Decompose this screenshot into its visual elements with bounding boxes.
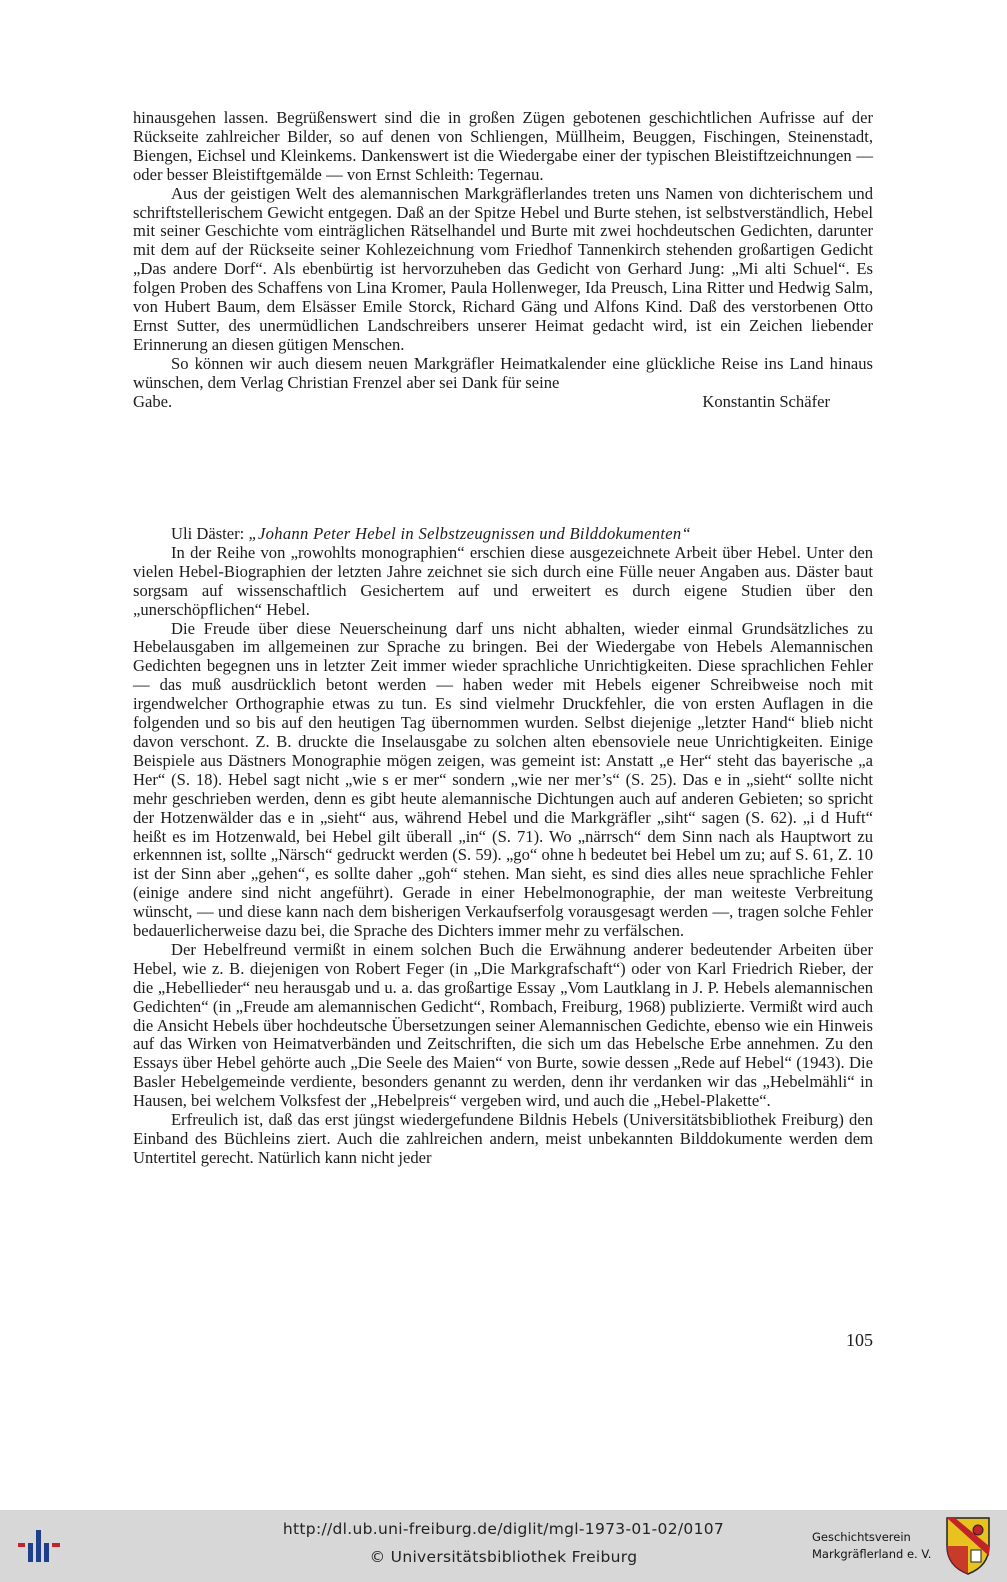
viewer-footer	[0, 1510, 1007, 1582]
closing-text: So können wir auch diesem neuen Markgräfler Heimatkalender eine glückliche Reise ins Land hinaus wünschen, dem Verlag Christian Frenzel aber sei Dank für seine	[133, 353, 873, 392]
review-section-1	[133, 109, 873, 412]
society-name	[812, 1529, 931, 1563]
paragraph: hinausgehen lassen. Begrüßenswert sind die in großen Zügen gebotenen geschichtlichen Aufrisse auf der Rückseite zahlreicher Bilder, so auf denen von Schliengen, Müllheim, Beuggen, Fischingen, Steinenstadt, Biengen, Eichsel und Kleinkems. Dankenswert ist die Wiedergabe einer der typischen Bleistiftzeichnungen — oder besser Bleistiftgemälde — von Ernst Schleith: Tegernau.	[133, 108, 873, 184]
paragraph: Aus der geistigen Welt des alemannischen Markgräflerlandes treten uns Namen von dichterischem und schriftstellerischem Gewicht entgegen. Daß an der Spitze Hebel und Burte stehen, ist selbstverständlich, Hebel mit seiner Geschichte vom einträglichen Rätselhandel und Burte mit zwei hochdeutschen Gedichten, darunter mit dem auf der Rückseite seiner Kohlezeichnung vom Friedhof Tannenkirch stehenden großartigen Gedicht „Das andere Dorf“. Als ebenbürtig ist hervorzuheben das Gedicht von Gerhard Jung: „Mi alti Schuel“. Es folgen Proben des Schaffens von Lina Kromer, Paula Hollenweger, Ida Preusch, Lina Ritter und Hedwig Salm, von Hubert Baum, dem Elsässer Emile Storck, Richard Gäng und Alfons Kind. Daß des verstorbenen Otto Ernst Sutter, des unermüdlichen Landschreibers unserer Heimat gedacht wird, ist ein Zeichen liebender Erinnerung an diesen gütigen Menschen.	[133, 183, 873, 354]
reviewer-signature: Konstantin Schäfer	[702, 391, 830, 411]
review-section-2	[133, 525, 873, 1168]
closing-paragraph	[133, 355, 873, 393]
paragraph: Erfreulich ist, daß das erst jüngst wiedergefundene Bildnis Hebels (Universitätsbibliothek Freiburg) den Einband des Büchleins ziert. Auch die zahlreichen andern, meist unbekannten Bilddokumente werden dem Untertitel gerecht. Natürlich kann nicht jeder	[133, 1110, 873, 1167]
closing-last-word: Gabe.	[133, 391, 173, 411]
copyright-notice: © Universitätsbibliothek Freiburg	[369, 1548, 638, 1566]
document-url[interactable]: http://dl.ub.uni-freiburg.de/diglit/mgl-1973-01-02/0107	[282, 1520, 725, 1538]
society-line-2: Markgräflerland e. V.	[812, 1547, 932, 1561]
page-number: 105	[846, 1330, 873, 1350]
coat-of-arms-icon	[945, 1516, 991, 1576]
paragraph: In der Reihe von „rowohlts monographien“ erschien diese ausgezeichnete Arbeit über Hebel. Unter den vielen Hebel-Biographien der letzten Jahre zeichnet sie sich durch eine Fülle neuer Angaben aus. Däster baut sorgsam auf wissenschaftlich Gesichertem auf und erweitert es durch eigene Studien über den „unerschöpflichen“ Hebel.	[133, 542, 873, 619]
book-author: Uli Däster:	[171, 524, 245, 543]
paragraph: Der Hebelfreund vermißt in einem solchen Buch die Erwähnung anderer bedeutender Arbeiten über Hebel, wie z. B. diejenigen von Robert Feger (in „Die Markgrafschaft“) oder von Karl Friedrich Rieber, der die „Hebellieder“ neu herausgab und u. a. das großartige Essay „Vom Lautklang in J. P. Hebels alemannischen Gedichten“ (in „Freude am alemannischen Gedicht“, Rombach, Freiburg, 1968) publizierte. Vermißt wird auch die Ansicht Hebels über hochdeutsche Übersetzungen seiner Alemannischen Gedichte, ebenso wie ein Hinweis auf das Wirken von Heimatverbänden und Zeitschriften, die sich um das Hebelsche Erbe annehmen. Zu den Essays über Hebel gehörte auch „Die Seele des Maien“ von Burte, sowie dessen „Rede auf Hebel“ (1943). Die Basler Hebelgemeinde verdiente, besonders genannt zu werden, denn ihr verdanken wir das „Hebelmähli“ in Hausen, bei welchem Volksfest der „Hebelpreis“ vergeben wird, und auch die „Hebel-Plakette“.	[133, 939, 873, 1111]
review-heading	[133, 525, 873, 544]
signature-line	[133, 393, 873, 412]
society-line-1: Geschichtsverein	[812, 1530, 911, 1544]
book-title: „Johann Peter Hebel in Selbstzeugnissen und Bilddokumenten“	[248, 524, 692, 543]
paragraph: Die Freude über diese Neuerscheinung darf uns nicht abhalten, wieder einmal Grundsätzliches zu Hebelausgaben im allgemeinen zur Sprache zu bringen. Bei der Wiedergabe von Hebels Alemannischen Gedichten begegnen uns in letzter Zeit immer wieder sprachliche Unrichtigkeiten. Diese sprachlichen Fehler — das muß ausdrücklich betont werden — haben weder mit Hebels eigener Schreibweise noch mit irgendwelcher Orthographie etwas zu tun. Es sind vielmehr Druckfehler, die von ersten Auflagen in die folgenden und so bis auf den heutigen Tag übernommen wurden. Selbst diejenige „letzter Hand“ blieb nicht davon verschont. Z. B. druckte die Inselausgabe zu solchen alten ebensoviele neue Unrichtigkeiten. Einige Beispiele aus Dästners Monographie mögen zeigen, was gemeint ist: Anstatt „e Her“ steht das bayerische „a Her“ (S. 18). Hebel sagt nicht „wie s er mer“ sondern „wie ner mer’s“ (S. 25). Das e in „sieht“ sollte nicht mehr geschrieben werden, denn es gibt heute alemannische Dichtungen auch auf anderen Gebieten; so spricht der Hotzenwälder das e in „sieht“ aus, während Hebel und die Markgräfler „siht“ sagen (S. 62). „i d Huft“ heißt es im Hotzenwald, bei Hebel gilt überall „in“ (S. 71). Wo „närrsch“ dem Sinn nach als Hauptwort zu erkennnen ist, sollte „Närsch“ gedruckt werden (S. 59). „go“ ohne h bedeutet bei Hebel um zu; auf S. 61, Z. 10 ist der Sinn aber „gehen“, es sollte daher „goh“ stehen. Man sieht, es sind dies alles neue sprachliche Fehler (einige andere sind nicht angeführt). Gerade in einer Hebelmonographie, der man weiteste Verbreitung wünscht, — und diese kann nach dem bisherigen Verkaufserfolg vorausgesagt werden —, tragen solche Fehler bedauerlicherweise dazu bei, die Sprache des Dichters immer mehr zu verfälschen.	[133, 618, 873, 941]
